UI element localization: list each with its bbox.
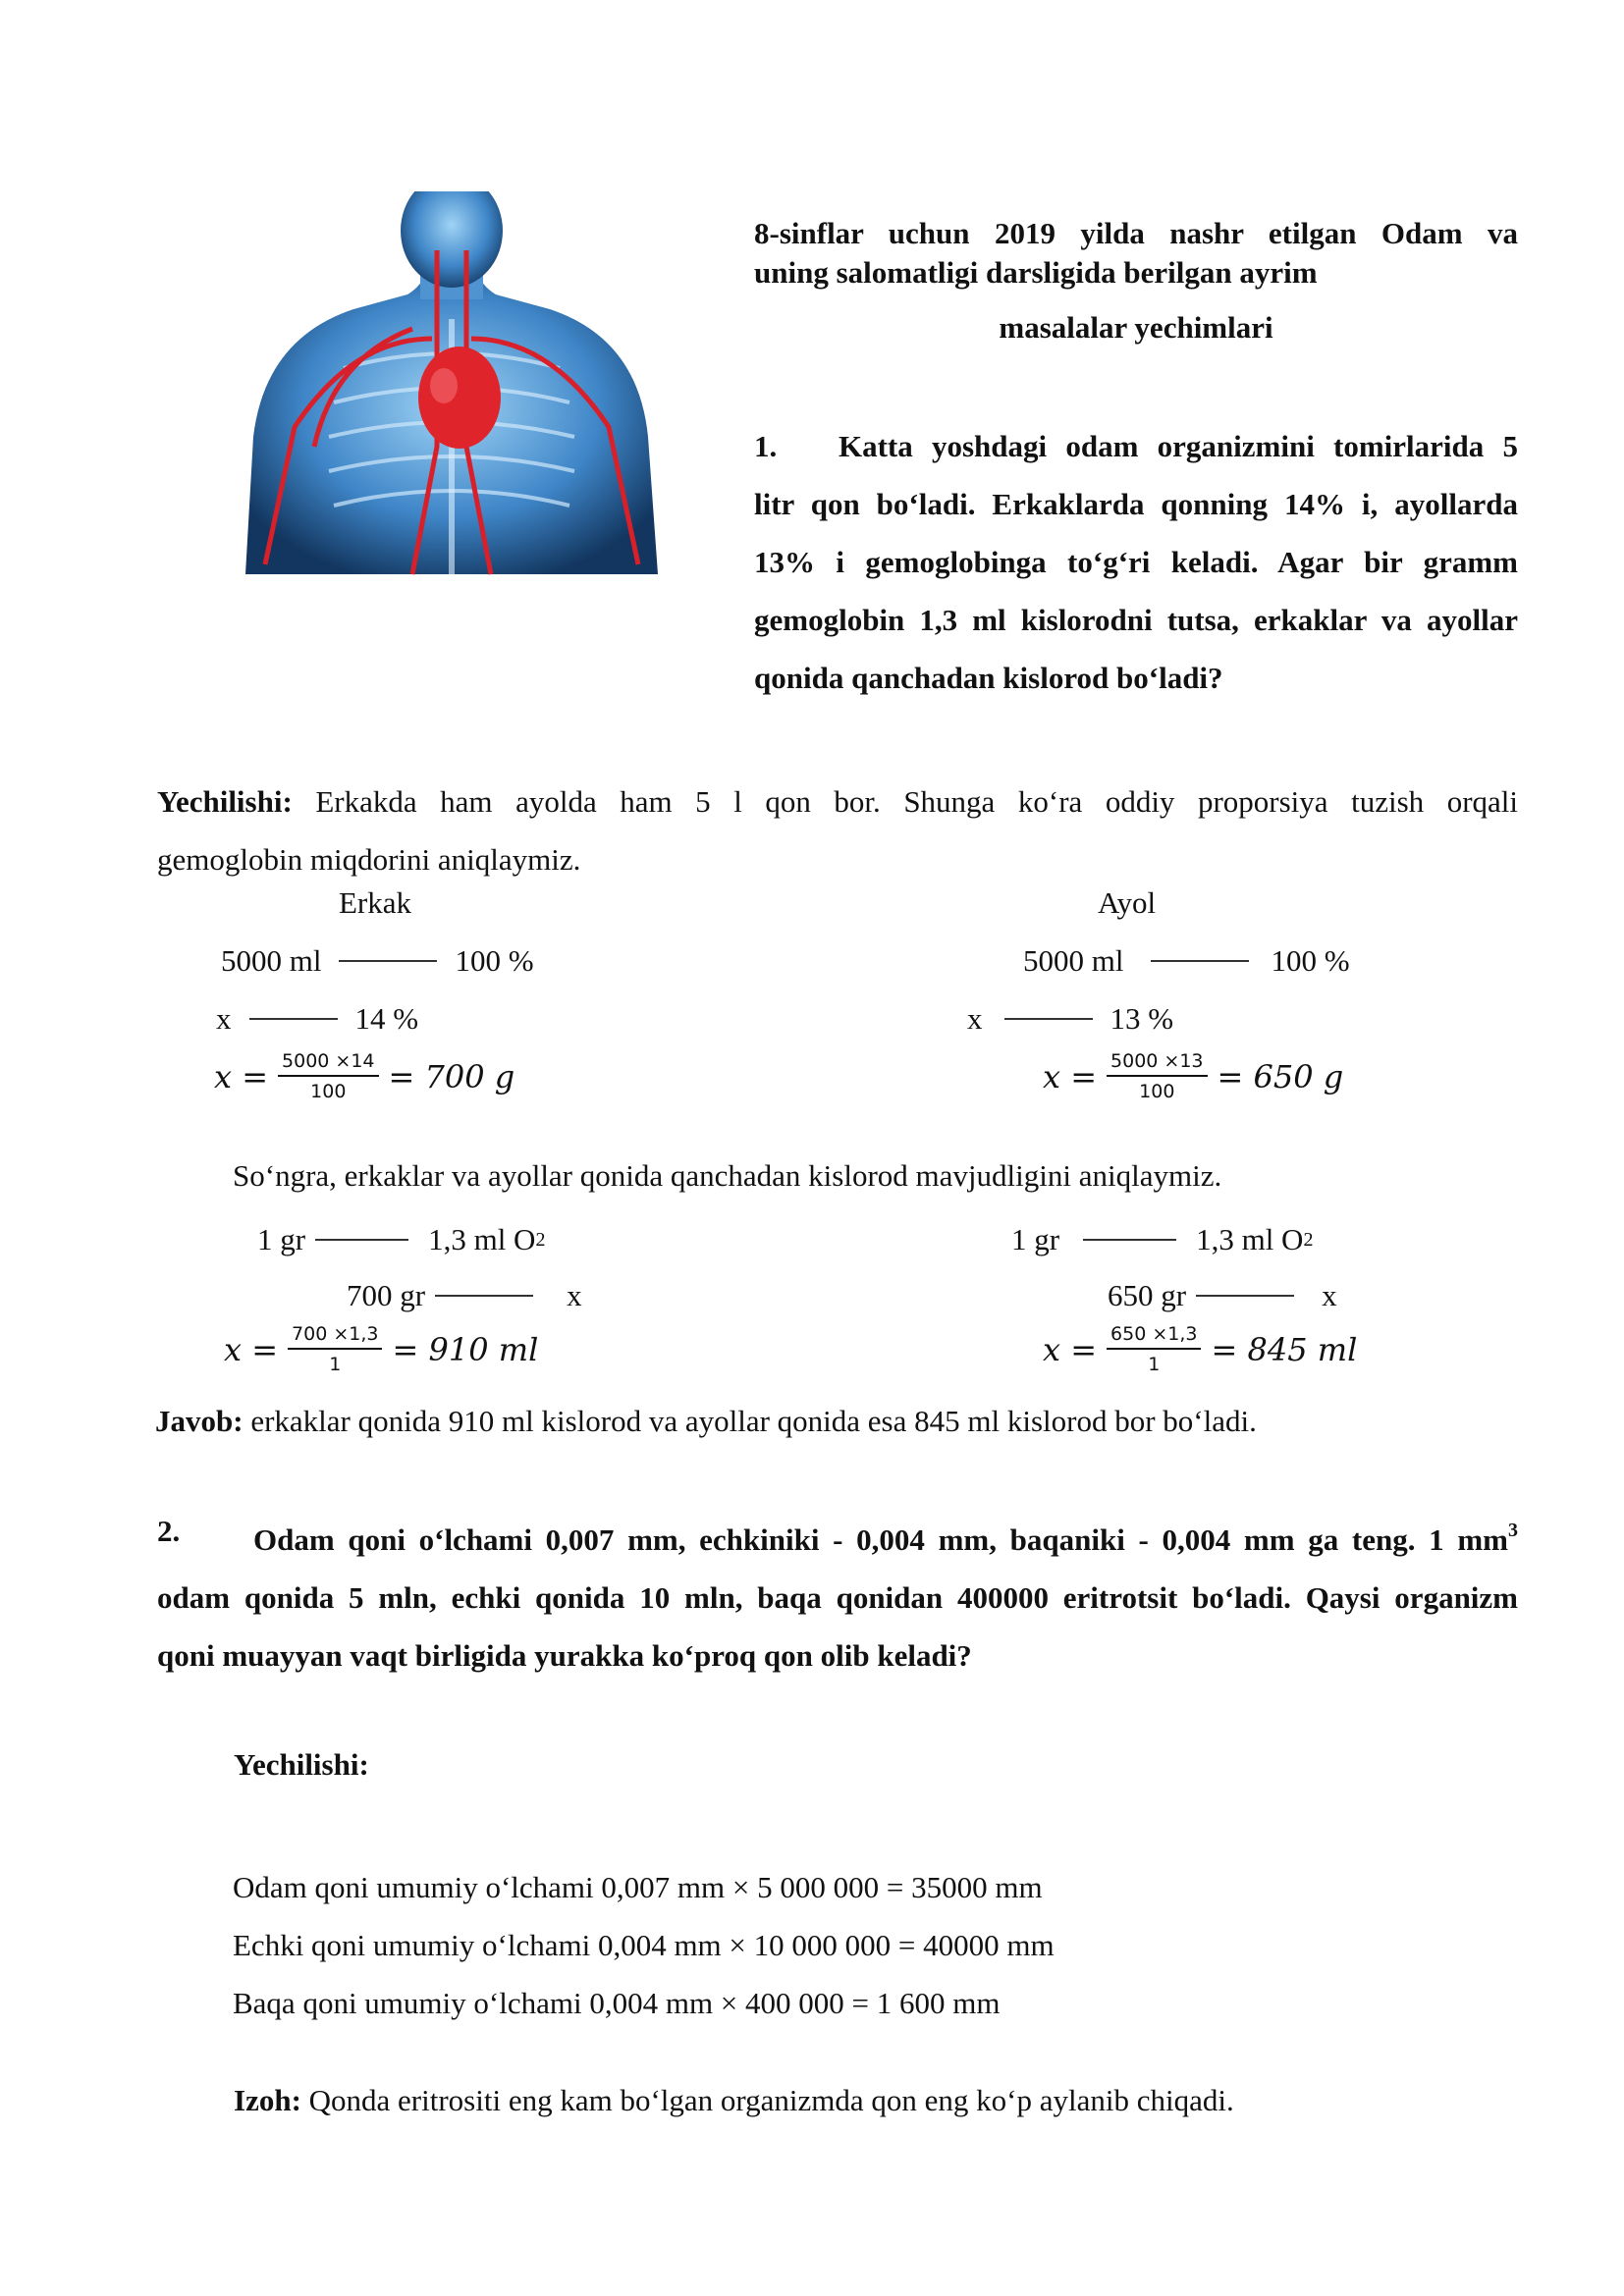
- problem-1-line-5: qonida qanchadan kislorod bo‘ladi?: [754, 661, 1223, 695]
- female-o2-eq-lhs: x =: [1043, 1330, 1098, 1368]
- problem-2-line-1-text: Odam qoni o‘lchami 0,007 mm, echkiniki - 0,004 mm, baqaniki - 0,004 mm ga teng. 1 mm: [253, 1522, 1508, 1557]
- male-o2-equation: [224, 1323, 538, 1375]
- female-o2-eq-numerator: 650 ×1,3: [1107, 1323, 1201, 1350]
- female-equation: [1043, 1050, 1343, 1102]
- female-eq-fraction: [1107, 1050, 1208, 1102]
- problem-2: [157, 1502, 1518, 1684]
- calc-frog: Baqa qoni umumiy o‘lchami 0,004 mm × 400 000 = 1 600 mm: [233, 1986, 1001, 2020]
- male-o2-eq-denominator: 1: [329, 1354, 342, 1375]
- solution-1-intro-line-1: Erkakda ham ayolda ham 5 l qon bor. Shunga ko‘ra oddiy proporsiya tuzish orqali: [315, 784, 1518, 819]
- problem-2-superscript: 3: [1508, 1520, 1518, 1541]
- male-eq-rhs: = 700 g: [388, 1057, 515, 1095]
- problem-2-line-1: [253, 1502, 1518, 1569]
- female-row-1: [1023, 943, 1350, 979]
- solution-1-intro: [157, 773, 1518, 888]
- problem-1-line-2: litr qon bo‘ladi. Erkaklarda qonning 14% i, ayollarda: [754, 487, 1518, 521]
- male-o2-eq-fraction: [288, 1323, 382, 1375]
- title-line-1: 8-sinflar uchun 2019 yilda nashr etilgan Odam va: [754, 216, 1518, 250]
- proportion-dash: [1196, 1295, 1294, 1297]
- female-row-1-right: 100 %: [1271, 943, 1350, 978]
- proportion-dash: [339, 960, 437, 962]
- female-o2-row-1: [1011, 1222, 1313, 1257]
- solution-1-intro-line-2: gemoglobin miqdorini aniqlaymiz.: [157, 842, 581, 877]
- female-o2-row-2-right: x: [1322, 1278, 1337, 1312]
- answer-label: Javob:: [155, 1404, 244, 1438]
- solution-2-label: Yechilishi:: [234, 1747, 369, 1782]
- male-o2-row-1-left: 1 gr: [257, 1222, 306, 1256]
- female-o2-equation: [1043, 1323, 1357, 1375]
- female-o2-eq-rhs: = 845 ml: [1211, 1330, 1358, 1368]
- oxygen-intro-line: So‘ngra, erkaklar va ayollar qonida qanchadan kislorod mavjudligini aniqlaymiz.: [233, 1158, 1222, 1193]
- male-row-2-left: x: [216, 1001, 232, 1036]
- female-o2-eq-denominator: 1: [1148, 1354, 1161, 1375]
- male-eq-fraction: [278, 1050, 379, 1102]
- female-row-2-right: 13 %: [1110, 1001, 1174, 1036]
- title-line-3: masalalar yechimlari: [999, 310, 1273, 345]
- problem-2-line-3: qoni muayyan vaqt birligida yurakka ko‘proq qon olib keladi?: [157, 1638, 972, 1673]
- calc-human: Odam qoni umumiy o‘lchami 0,007 mm × 5 000 000 = 35000 mm: [233, 1870, 1043, 1904]
- male-o2-row-2-left: 700 gr: [347, 1278, 426, 1312]
- male-eq-lhs: x =: [214, 1057, 269, 1095]
- answer-1: [155, 1404, 1257, 1439]
- proportion-dash: [1083, 1239, 1176, 1241]
- female-o2-subscript: 2: [1303, 1228, 1314, 1251]
- female-eq-numerator: 5000 ×13: [1107, 1050, 1208, 1077]
- problem-1-number: 1.: [754, 429, 778, 463]
- proportion-dash: [1151, 960, 1249, 962]
- female-row-2: [967, 1001, 1173, 1037]
- proportion-dash: [249, 1018, 338, 1020]
- female-o2-row-1-right: 1,3 ml O: [1196, 1222, 1304, 1256]
- female-eq-denominator: 100: [1139, 1081, 1175, 1102]
- male-row-1-right: 100 %: [455, 943, 534, 978]
- female-o2-row-1-left: 1 gr: [1011, 1222, 1060, 1256]
- female-o2-row-2: [1108, 1278, 1337, 1313]
- calc-goat: Echki qoni umumiy o‘lchami 0,004 mm × 10 000 000 = 40000 mm: [233, 1928, 1055, 1962]
- male-o2-row-1: [257, 1222, 545, 1257]
- male-row-2-right: 14 %: [354, 1001, 419, 1036]
- male-o2-eq-numerator: 700 ×1,3: [288, 1323, 382, 1350]
- note: [234, 2083, 1234, 2118]
- solution-1-label: Yechilishi:: [157, 784, 293, 819]
- male-o2-subscript: 2: [535, 1228, 546, 1251]
- note-text: Qonda eritrositi eng kam bo‘lgan organizmda qon eng ko‘p aylanib chiqadi.: [308, 2083, 1234, 2117]
- proportion-dash: [315, 1239, 408, 1241]
- male-heading: Erkak: [339, 885, 412, 920]
- male-o2-row-2: [347, 1278, 582, 1313]
- male-row-1: [221, 943, 534, 979]
- male-equation: [214, 1050, 514, 1102]
- female-eq-rhs: = 650 g: [1217, 1057, 1344, 1095]
- male-row-2: [216, 1001, 418, 1037]
- problem-2-number: 2.: [157, 1514, 181, 1548]
- problem-2-line-2: odam qonida 5 mln, echki qonida 10 mln, baqa qonidan 400000 eritrotsit bo‘ladi. Qaysi organizm: [157, 1580, 1518, 1615]
- female-row-2-left: x: [967, 1001, 983, 1036]
- male-row-1-left: 5000 ml: [221, 943, 322, 978]
- problem-1-line-3: 13% i gemoglobinga to‘g‘ri keladi. Agar bir gramm: [754, 545, 1518, 579]
- male-o2-row-1-right: 1,3 ml O: [428, 1222, 536, 1256]
- female-eq-lhs: x =: [1043, 1057, 1098, 1095]
- solution-2-calculations: [233, 1858, 1055, 2032]
- title-line-2: uning salomatligi darsligida berilgan ayrim: [754, 255, 1318, 290]
- male-o2-row-2-right: x: [567, 1278, 582, 1312]
- proportion-dash: [435, 1295, 533, 1297]
- female-o2-row-2-left: 650 gr: [1108, 1278, 1187, 1312]
- male-eq-numerator: 5000 ×14: [278, 1050, 379, 1077]
- male-eq-denominator: 100: [310, 1081, 347, 1102]
- note-label: Izoh:: [234, 2083, 301, 2117]
- circulatory-system-illustration: [236, 191, 668, 594]
- male-o2-eq-lhs: x =: [224, 1330, 279, 1368]
- problem-1: [754, 417, 1518, 707]
- problem-1-line-4: gemoglobin 1,3 ml kislorodni tutsa, erkaklar va ayollar: [754, 603, 1518, 637]
- answer-text: erkaklar qonida 910 ml kislorod va ayollar qonida esa 845 ml kislorod bor bo‘ladi.: [250, 1404, 1257, 1438]
- male-o2-eq-rhs: = 910 ml: [392, 1330, 539, 1368]
- proportion-dash: [1004, 1018, 1093, 1020]
- female-heading: Ayol: [1098, 885, 1157, 920]
- female-row-1-left: 5000 ml: [1023, 943, 1124, 978]
- problem-1-line-1: Katta yoshdagi odam organizmini tomirlarida 5: [839, 429, 1518, 463]
- document-title: [754, 214, 1518, 347]
- female-o2-eq-fraction: [1107, 1323, 1201, 1375]
